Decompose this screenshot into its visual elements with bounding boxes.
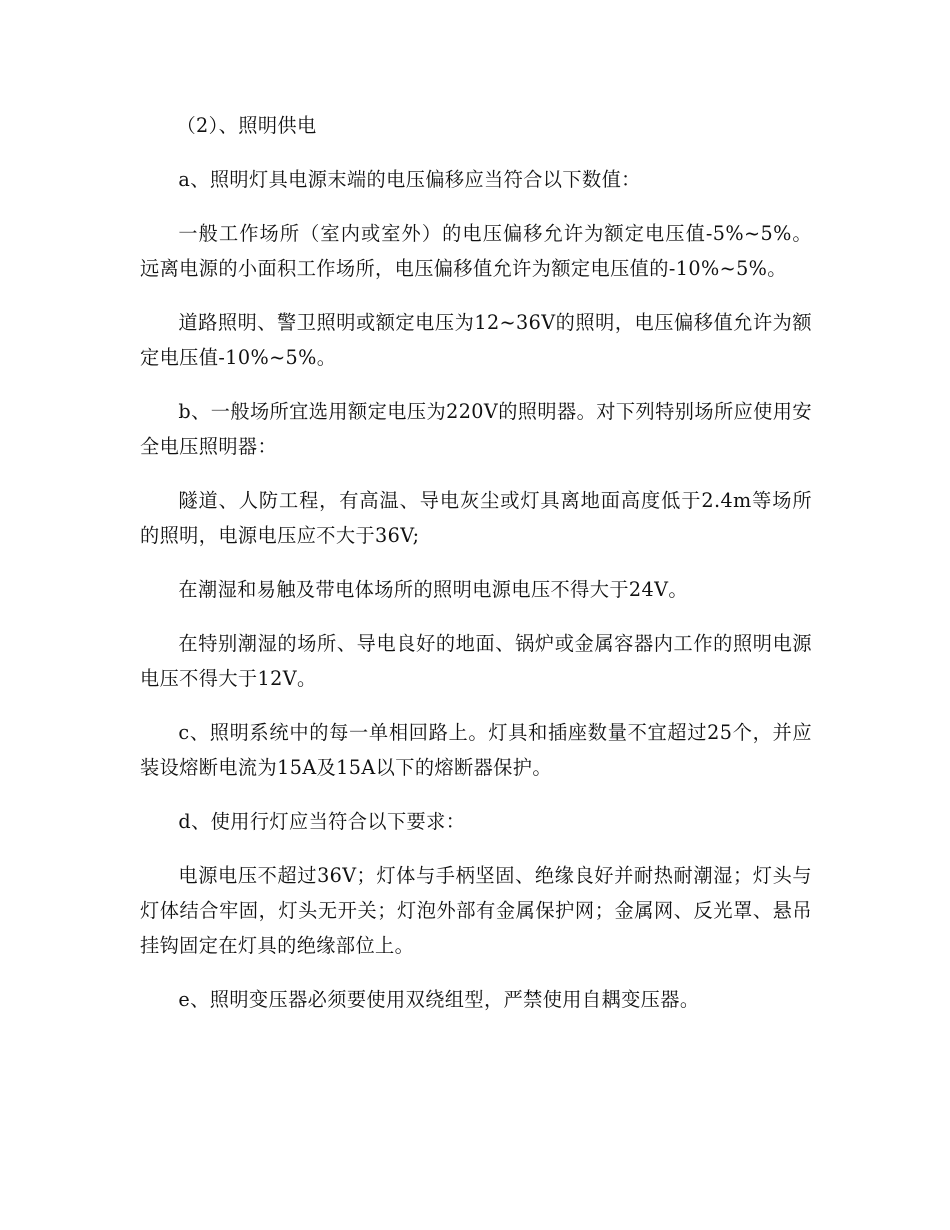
paragraph-d-intro: d、使用行灯应当符合以下要求： <box>178 810 466 833</box>
paragraph-general-workplace: 一般工作场所（室内或室外）的电压偏移允许为额定电压值-5%~5%。远离电源的小面积工作场所，电压偏移值允许为额定电压值的-10%~5%。 <box>140 222 812 280</box>
document-body <box>140 108 812 1036</box>
paragraph-very-humid: 在特别潮湿的场所、导电良好的地面、锅炉或金属容器内工作的照明电源电压不得大于12V。 <box>140 632 812 690</box>
paragraph-a-intro: a、照明灯具电源末端的电压偏移应当符合以下数值： <box>178 168 641 191</box>
paragraph-portable-lamp: 电源电压不超过36V；灯体与手柄坚固、绝缘良好并耐热耐潮湿；灯头与灯体结合牢固，灯头无开关；灯泡外部有金属保护网；金属网、反光罩、悬吊挂钩固定在灯具的绝缘部位上。 <box>140 864 812 957</box>
paragraph-humid: 在潮湿和易触及带电体场所的照明电源电压不得大于24V。 <box>178 578 688 601</box>
paragraph-b-intro: b、一般场所宜选用额定电压为220V的照明器。对下列特别场所应使用安全电压照明器： <box>140 400 812 458</box>
paragraph-c: c、照明系统中的每一单相回路上。灯具和插座数量不宜超过25个，并应装设熔断电流为15A及15A以下的熔断器保护。 <box>140 721 812 779</box>
section-heading: （2）、照明供电 <box>176 114 317 137</box>
paragraph-tunnel: 隧道、人防工程，有高温、导电灰尘或灯具离地面高度低于2.4m等场所的照明，电源电压应不大于36V; <box>140 489 812 547</box>
paragraph-road-lighting: 道路照明、警卫照明或额定电压为12~36V的照明，电压偏移值允许为额定电压值-10%~5%。 <box>140 311 812 369</box>
paragraph-e: e、照明变压器必须要使用双绕组型，严禁使用自耦变压器。 <box>178 988 700 1011</box>
